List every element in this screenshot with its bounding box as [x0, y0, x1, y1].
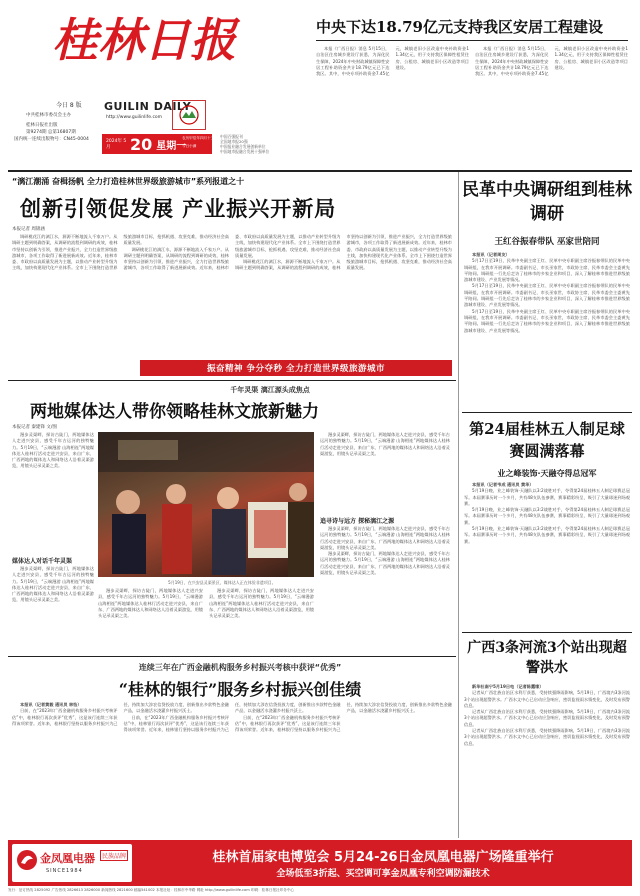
flood-headline-text: 广西3条河流3个站出现超警洪水	[467, 640, 627, 676]
media-photo-caption: 5月19日，在兴安县灵渠景区，媒体达人正在体验非遗项目。	[168, 580, 276, 585]
flood-paragraph: 记者从广西壮族自治区水利厅获悉，受持续强降雨影响，5月19日，广西境内3条河流3个站出现超警洪水。广西水文中心已启动应急响应，密切监视雨水情变化，及时发布预警信息。	[464, 728, 630, 746]
cppcc-body	[464, 252, 630, 408]
football-byline: 本报讯（记者韦成 通讯员 黄华）	[472, 482, 534, 487]
top-headline: 中央下达18.79亿元支持我区安居工程建设	[316, 18, 603, 36]
media-paragraph: 漫步灵渠畔，探访古陡门，两地媒体达人走进兴安县，感受千年古运河的独特魅力。5月19日，“云端漫游 山海相连”两地媒体达人桂林行活动走进兴安县，来自广东、广西两地的媒体达人和网络达人沿着灵渠游览，用镜头记录灵渠之美。	[98, 588, 203, 619]
bank-paragraph: 日前，在“2023年广西金融机构服务乡村振兴考核评估”中，桂林银行再次获评“优秀”，这是该行连续三年获得该项荣誉。近年来，桂林银行坚持以服务乡村振兴为己任，持续加大涉农信贷投放力度，创新推出多款特色金融产品，以金融活水浇灌乡村振兴沃土。	[123, 702, 341, 733]
english-title: GUILIN DAILY	[104, 100, 192, 113]
bank-kicker: 连续三年在广西金融机构服务乡村振兴考核中获评“优秀”	[138, 663, 342, 672]
flood-body	[464, 684, 630, 836]
badge-1: 中国百强报刊	[220, 134, 243, 139]
media-byline: 本报记者 秦建锋 文/图	[12, 425, 57, 430]
bank-headline: “桂林的银行”服务乡村振兴创佳绩	[118, 680, 362, 699]
lunar-date: 农历甲辰年四月十三	[182, 136, 215, 140]
football-headline	[462, 418, 632, 462]
campaign-paragraph: 调研桃花江的漓江水，源源不断地流入千家万户。从调研主题到明确答案，从调研的流程到调研的成效，桂林市坚持以创新为引领，推进产业振兴，全力打造世界级旅游城市，各项工作取得了新进展新成效。近年来，桂林市委、市政府以高质量发展为主题，以推动产业转型升级为主线，加快构建现代化产业体系。全市上下围绕打造世界级旅游城市目标，抢抓机遇、攻坚克难，推动经济社会高质量发展。	[12, 234, 229, 271]
cppcc-paragraph: 5月17日至19日，民革中央副主席王红、民革中央专职副主席谷振春带队的民革中央调研组，在我市开展调研。市委副书记、市长巫家世，市政协主席、民革市委会主委黄先平陪同。调研组一行先后走访了桂林市的多家企业和项目，深入了解桂林市推进世界级旅游城市建设、产业发展等情况。	[464, 283, 630, 308]
bank-body	[12, 702, 452, 836]
ad-since: SINCE1984	[46, 868, 83, 874]
campaign-body	[12, 234, 452, 358]
bank-paragraph: 日前，在“2023年广西金融机构服务乡村振兴考核评估”中，桂林银行再次获评“优秀”，这是该行连续三年获得该项荣誉。近年来，桂林银行坚持以服务乡村振兴为己任，持续加大涉农信贷投放力度，创新推出多款特色金融产品，以金融活水浇灌乡村振兴沃土。	[235, 702, 452, 733]
cn-code: 国内统一连续出版物号：CN45-0004	[14, 137, 89, 142]
badge-4: 中国地市报融合发展十强单位	[220, 149, 270, 154]
ad-sub-brand: 民族品牌	[100, 850, 128, 861]
cppcc-headline-text: 民革中央调研组到桂林调研	[462, 180, 632, 224]
flood-byline: 新华社南宁5月19日电（记者陈露缘）	[472, 684, 544, 689]
campaign-series-title: “漓江潮涌 奋楫扬帆 全力打造桂林世界级旅游城市”系列报道之十	[12, 177, 245, 186]
media-paragraph: 漫步灵渠畔，探访古陡门，两地媒体达人走进兴安县，感受千年古运河的独特魅力。5月19日，“云端漫游 山海相连”两地媒体达人桂林行活动走进兴安县，来自广东、广西两地的媒体达人和网络达人沿着灵渠游览，用镜头记录灵渠之美。	[12, 432, 94, 469]
issue-number: 第9274期 总第16807期	[26, 130, 76, 135]
ad-brand: 金凤凰电器	[40, 852, 95, 865]
cppcc-byline: 本报讯（记者周友）	[472, 252, 510, 257]
date-day: 20	[130, 134, 153, 154]
badge-3: 中国报业融合发展创新单位	[220, 144, 266, 149]
flood-paragraph: 记者从广西壮族自治区水利厅获悉，受持续强降雨影响，5月19日，广西境内3条河流3个站出现超警洪水。广西水文中心已启动应急响应，密切监视雨水情变化，及时发布预警信息。	[464, 690, 630, 708]
top-story-body	[316, 46, 628, 164]
media-body-left	[12, 432, 94, 552]
cppcc-headline	[462, 178, 632, 226]
cppcc-subhead: 王红谷振春带队 巫家世陪同	[494, 237, 600, 247]
footer-info: 发行：征订热线 2825092 广告热线 2826613 2826000 新闻热线 2821600 邮编541002 本报社址：桂林市中华路 网址 http://www.guilinlife.com 印刷：桂林日报社印务中心	[8, 888, 295, 892]
football-subhead: 业之峰装饰·天融夺得总冠军	[497, 469, 597, 478]
cppcc-paragraph: 5月17日至19日，民革中央副主席王红、民革中央专职副主席谷振春带队的民革中央调研组，在我市开展调研。市委副书记、市长巫家世，市政协主席、民革市委会主委黄先平陪同。调研组一行先后走访了桂林市的多家企业和项目，深入了解桂林市推进世界级旅游城市建设、产业发展等情况。	[464, 258, 630, 283]
media-subhead-2: 追寻诗与远方 探秘漓江之源	[320, 518, 395, 525]
edition-count: 今日 8 版	[56, 102, 82, 109]
media-photo	[98, 432, 314, 577]
media-paragraph: 漫步灵渠畔，探访古陡门，两地媒体达人走进兴安县，感受千年古运河的独特魅力。5月19日，“云端漫游 山海相连”两地媒体达人桂林行活动走进兴安县，来自广东、广西两地的媒体达人和网络达人沿着灵渠游览，用镜头记录灵渠之美。	[320, 526, 450, 550]
badge-list	[220, 134, 310, 154]
advertisement-banner[interactable]	[8, 840, 632, 886]
photo-illustration	[98, 432, 314, 577]
campaign-headline: 创新引领促发展 产业振兴开新局	[20, 197, 337, 221]
media-paragraph: 漫步灵渠畔，探访古陡门，两地媒体达人走进兴安县，感受千年古运河的独特魅力。5月19日，“云端漫游 山海相连”两地媒体达人桂林行活动走进兴安县，来自广东、广西两地的媒体达人和网络达人沿着灵渠游览，用镜头记录灵渠之美。	[320, 432, 450, 456]
ad-headline: 桂林首届家电博览会 5月24-26日金凤凰电器广场隆重举行	[212, 850, 554, 865]
ad-logo	[12, 844, 132, 882]
football-paragraph: 5月19日晚，业之峰装饰·天融队以3:2战胜对手，夺得第24届桂林五人制足球赛总冠军。本届赛事历时一个多月，共有48支队伍参赛，赛事精彩纷呈，吸引了大量球迷到场观赛。	[464, 526, 630, 544]
date-year-month: 2024年 5月	[106, 139, 127, 150]
campaign-byline: 本报记者 周锦涵	[12, 227, 45, 232]
media-subhead-1: 媒体达人对话千年灵渠	[12, 558, 73, 565]
website-url: http://www.guilinlife.com	[106, 115, 163, 120]
ad-subline: 全场低至3折起、买空调可享金凤凰专利空调防漏技术	[276, 869, 490, 879]
campaign-slogan-banner	[140, 360, 452, 376]
weekday: 星期一	[156, 140, 187, 152]
badge-2: 全国地市报20强	[220, 139, 248, 144]
website-label: 桂林日报社出版	[26, 123, 58, 128]
lunar-term: 今日小满	[182, 144, 197, 148]
media-body-mid	[98, 588, 314, 652]
phoenix-icon	[16, 849, 38, 871]
campaign-paragraph: 调研桃花江的漓江水，源源不断地流入千家万户。从调研主题到明确答案，从调研的流程到调研的成效，桂林市坚持以创新为引领，推进产业振兴，全力打造世界级旅游城市，各项工作取得了新进展新成效。近年来，桂林市委、市政府以高质量发展为主题，以推动产业转型升级为主线，加快构建现代化产业体系。全市上下围绕打造世界级旅游城市目标，抢抓机遇、攻坚克难，推动经济社会高质量发展。	[235, 234, 452, 271]
football-paragraph: 5月19日晚，业之峰装饰·天融队以3:2战胜对手，夺得第24届桂林五人制足球赛总冠军。本届赛事历时一个多月，共有48支队伍参赛，赛事精彩纷呈，吸引了大量球迷到场观赛。	[464, 488, 630, 506]
media-body-left-2	[12, 566, 94, 652]
top-story-paragraph: 本报《广西日报》消息 5月15日，自治区住房城乡建设厅获悉，为深化民生保障，2024年中央财政城镇保障性安居工程补助资金共计18.79亿元已下达我区。其中，中央专项补助资金7.45亿元，城镇老旧小区改造中央补助资金11.34亿元，用于支持我区保障性租赁住房、公租房、城镇老旧小区改造等项目建设。	[475, 46, 628, 77]
cppcc-paragraph: 5月17日至19日，民革中央副主席王红、民革中央专职副主席谷振春带队的民革中央调研组，在我市开展调研。市委副书记、市长巫家世，市政协主席、民革市委会主委黄先平陪同。调研组一行先后走访了桂林市的多家企业和项目，深入了解桂林市推进世界级旅游城市建设、产业发展等情况。	[464, 308, 630, 333]
football-paragraph: 5月19日晚，业之峰装饰·天融队以3:2战胜对手，夺得第24届桂林五人制足球赛总冠军。本届赛事历时一个多月，共有48支队伍参赛，赛事精彩纷呈，吸引了大量球迷到场观赛。	[464, 507, 630, 525]
campaign-slogan: 振奋精神 争分夺秒 全力打造世界级旅游城市	[207, 364, 385, 374]
media-body-right-2	[320, 526, 450, 652]
top-story-paragraph: 本报《广西日报》消息 5月15日，自治区住房城乡建设厅获悉，为深化民生保障，2024年中央财政城镇保障性安居工程补助资金共计18.79亿元已下达我区。其中，中央专项补助资金7.45亿元，城镇老旧小区改造中央补助资金11.34亿元，用于支持我区保障性租赁住房、公租房、城镇老旧小区改造等项目建设。	[316, 46, 469, 77]
media-body-right-1	[320, 432, 450, 512]
media-paragraph: 漫步灵渠畔，探访古陡门，两地媒体达人走进兴安县，感受千年古运河的独特魅力。5月19日，“云端漫游 山海相连”两地媒体达人桂林行活动走进兴安县，来自广东、广西两地的媒体达人和网络达人沿着灵渠游览，用镜头记录灵渠之美。	[209, 588, 314, 619]
bank-byline-text: 本报讯（记者黄毅 通讯员 林怡）	[20, 702, 82, 707]
newspaper-logo	[50, 8, 236, 68]
logo-text: 桂林日报	[52, 13, 236, 67]
football-headline-text: 第24届桂林五人制足球赛圆满落幕	[469, 420, 625, 460]
football-body	[464, 482, 630, 628]
flood-paragraph: 记者从广西壮族自治区水利厅获悉，受持续强降雨影响，5月19日，广西境内3条河流3个站出现超警洪水。广西水文中心已启动应急响应，密切监视雨水情变化，及时发布预警信息。	[464, 709, 630, 727]
media-paragraph: 漫步灵渠畔，探访古陡门，两地媒体达人走进兴安县，感受千年古运河的独特魅力。5月19日，“云端漫游 山海相连”两地媒体达人桂林行活动走进兴安县，来自广东、广西两地的媒体达人和网络达人沿着灵渠游览，用镜头记录灵渠之美。	[12, 566, 94, 603]
campaign-paragraph: 调研桃花江的漓江水，源源不断地流入千家万户。从调研主题到明确答案，从调研的流程到调研的成效，桂林市坚持以创新为引领，推进产业振兴，全力打造世界级旅游城市，各项工作取得了新进展新成效。近年来，桂林市委、市政府以高质量发展为主题，以推动产业转型升级为主线，加快构建现代化产业体系。全市上下围绕打造世界级旅游城市目标，抢抓机遇、攻坚克难，推动经济社会高质量发展。	[123, 234, 341, 271]
media-headline: 两地媒体达人带你领略桂林文旅新魅力	[30, 402, 319, 422]
media-paragraph: 漫步灵渠畔，探访古陡门，两地媒体达人走进兴安县，感受千年古运河的独特魅力。5月19日，“云端漫游 山海相连”两地媒体达人桂林行活动走进兴安县，来自广东、广西两地的媒体达人和网络达人沿着灵渠游览，用镜头记录灵渠之美。	[320, 551, 450, 576]
bank-paragraph: 日前，在“2023年广西金融机构服务乡村振兴考核评估”中，桂林银行再次获评“优秀”，这是该行连续三年获得该项荣誉。近年来，桂林银行坚持以服务乡村振兴为己任，持续加大涉农信贷投放力度，创新推出多款特色金融产品，以金融活水浇灌乡村振兴沃土。	[12, 702, 229, 726]
emblem-icon	[172, 100, 206, 130]
media-kicker: 千年灵渠 漓江源头成焦点	[230, 386, 310, 394]
flood-headline	[462, 638, 632, 678]
masthead	[14, 8, 314, 180]
sponsor: 中共桂林市委员会主办	[26, 113, 71, 118]
